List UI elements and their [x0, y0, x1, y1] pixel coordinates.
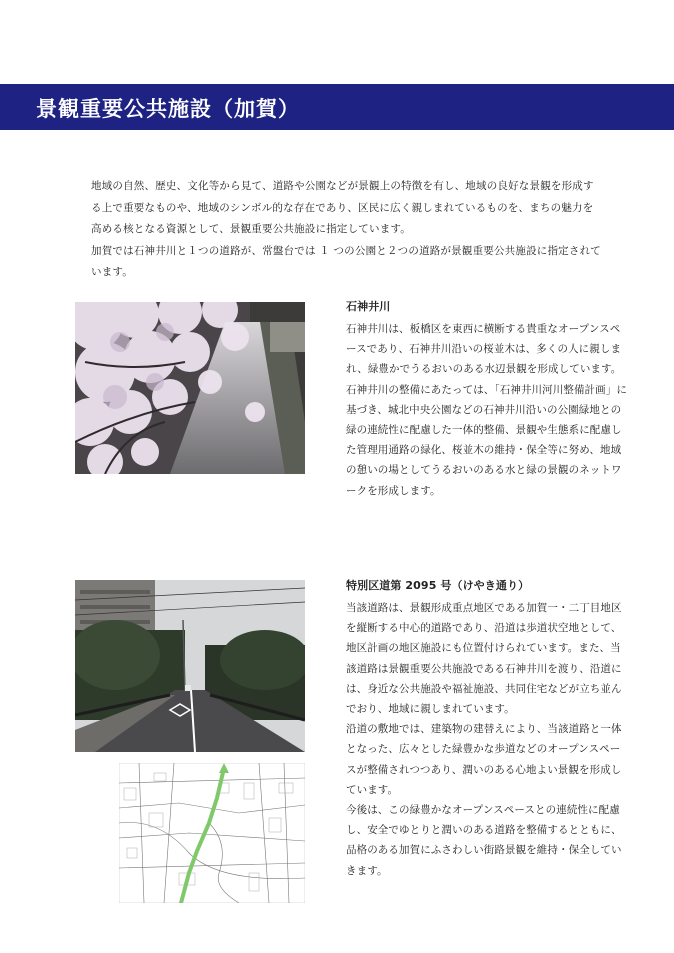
- intro-paragraph-2: 加賀では石神井川と１つの道路が、常盤台では １ つの公園と２つの道路が景観重要公共施設に指定されています。: [91, 244, 601, 278]
- intro-text: [91, 176, 601, 284]
- section-title: 石神井川: [346, 300, 391, 313]
- section-paragraph: 今後は、この緑豊かなオープンスペースとの連続性に配慮し、安全でゆとりと潤いのある道路を整備するとともに、品格のある加賀にふさわしい街路景観を維持・保全していきます。: [346, 804, 622, 877]
- section-keyaki-street: [346, 576, 628, 881]
- intro-paragraph-1: 地域の自然、歴史、文化等から見て、道路や公園などが景観上の特徴を有し、地域の良好な景観を形成する上で重要なものや、地域のシンボル的な存在であり、区民に広く親しまれているものを、まちの魅力を高める核となる資源として、景観重要公共施設に指定しています。: [91, 180, 594, 235]
- page-title: 景観重要公共施設（加賀）: [36, 97, 300, 121]
- section-paragraph: 当該道路は、景観形成重点地区である加賀一・二丁目地区を縦断する中心的道路であり、沿道は歩道状空地として、地区計画の地区施設にも位置付けられています。また、当該道路は景観重要公共施設である石神井川を渡り、沿道には、身近な公共施設や福祉施設、共同住宅などが立ち並んでおり、地域に親しまれています。: [346, 602, 622, 716]
- section-title: 特別区道第 2095 号（けやき通り）: [346, 579, 530, 592]
- keyaki-street-photo: [75, 580, 305, 752]
- title-banner: [0, 84, 674, 130]
- route-map: [119, 763, 305, 903]
- section-paragraph: 石神井川の整備にあたっては、「石神井川河川整備計画」に基づき、城北中央公園などの石神井川沿いの公園緑地との緑の連続性に配慮した一体的整備、景観や生態系に配慮した管理用通路の緑化、桜並木の維持・保全等に努め、地域の憩いの場としてうるおいのある水と緑の景観のネットワークを形成します。: [346, 383, 627, 497]
- section-paragraph: 石神井川は、板橋区を東西に横断する貴重なオープンスペースであり、石神井川沿いの桜並木は、多くの人に親しまれ、緑豊かでうるおいのある水辺景観を形成しています。: [346, 323, 622, 376]
- section-shakujii-river: [346, 297, 628, 501]
- section-paragraph: 沿道の敷地では、建築物の建替えにより、当該道路と一体となった、広々とした緑豊かな歩道などのオープンスペースが整備されつつあり、潤いのある心地よい景観を形成しています。: [346, 723, 622, 796]
- shakujii-river-photo: [75, 302, 305, 474]
